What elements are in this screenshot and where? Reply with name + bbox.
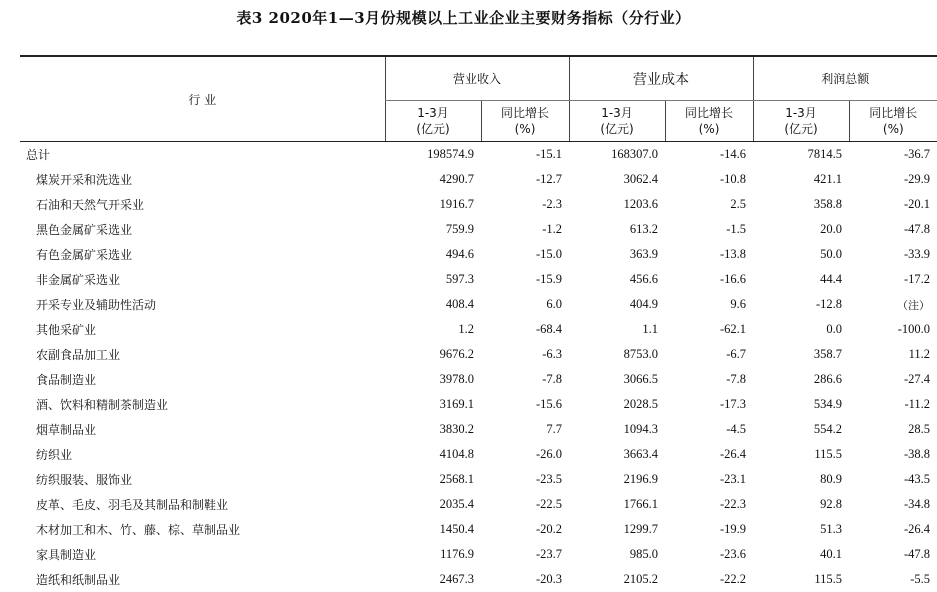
industry-name: 家具制造业: [36, 548, 97, 562]
table-row: [20, 267, 937, 292]
profit-value: 358.7: [813, 347, 843, 361]
cost-growth: -17.3: [719, 397, 747, 411]
cost-growth: -22.2: [719, 572, 747, 586]
revenue-value: 3169.1: [439, 397, 474, 411]
profit-value: 534.9: [813, 397, 843, 411]
profit-value: 40.1: [820, 547, 843, 561]
revenue-growth: -15.0: [535, 247, 563, 261]
cost-growth: -7.8: [726, 372, 747, 386]
cost-growth: -22.3: [719, 497, 747, 511]
table-row: [20, 192, 937, 217]
table-row: [20, 392, 937, 417]
profit-value: 554.2: [813, 422, 843, 436]
revenue-growth: -2.3: [542, 197, 563, 211]
table-row: [20, 342, 937, 367]
revenue-value: 9676.2: [439, 347, 474, 361]
profit-growth: -26.4: [903, 522, 931, 536]
table-row: [20, 367, 937, 392]
industry-name: 煤炭开采和洗选业: [36, 173, 133, 187]
cost-value: 2196.9: [623, 472, 659, 486]
cost-value: 456.6: [629, 272, 659, 286]
cost-growth: -13.8: [719, 247, 747, 261]
profit-growth: -34.8: [903, 497, 931, 511]
financial-indicators-table: [20, 55, 937, 592]
profit-growth: 28.5: [908, 422, 931, 436]
header-cost-period: 1-3月 (亿元): [569, 101, 665, 142]
cost-growth: -23.1: [719, 472, 747, 486]
table-title: 表3 2020年1—3月份规模以上工业企业主要财务指标（分行业）: [236, 9, 691, 27]
cost-value: 363.9: [629, 247, 659, 261]
header-revenue-period: 1-3月 (亿元): [385, 101, 481, 142]
profit-growth: -47.8: [903, 222, 931, 236]
profit-growth: 11.2: [908, 347, 931, 361]
cost-value: 3066.5: [623, 372, 659, 386]
industry-name: 酒、饮料和精制茶制造业: [36, 398, 169, 412]
industry-name: 食品制造业: [36, 373, 97, 387]
table-row: [20, 517, 937, 542]
cost-growth: -26.4: [719, 447, 747, 461]
table-row: [20, 242, 937, 267]
header-revenue-growth: 同比增长 (%): [481, 101, 569, 142]
revenue-value: 2035.4: [439, 497, 474, 511]
revenue-value: 759.9: [445, 222, 474, 236]
profit-value: 44.4: [820, 272, 843, 286]
profit-value: -12.8: [815, 297, 843, 311]
header-cost-growth: 同比增长 (%): [665, 101, 753, 142]
revenue-value: 3830.2: [439, 422, 474, 436]
industry-name: 其他采矿业: [36, 323, 97, 337]
industry-name: 石油和天然气开采业: [36, 198, 145, 212]
cost-growth: 2.5: [730, 197, 747, 211]
table-row: [20, 467, 937, 492]
profit-growth: -5.5: [910, 572, 931, 586]
industry-name: 有色金属矿采选业: [36, 248, 133, 262]
table-row: [20, 167, 937, 192]
cost-growth: -4.5: [726, 422, 747, 436]
revenue-growth: -23.5: [535, 472, 563, 486]
table-row: [20, 492, 937, 517]
revenue-value: 1.2: [458, 322, 474, 336]
revenue-growth: -6.3: [542, 347, 563, 361]
revenue-growth: -20.2: [535, 522, 563, 536]
table-row: [20, 567, 937, 592]
profit-growth: -29.9: [903, 172, 931, 186]
profit-value: 115.5: [814, 572, 843, 586]
header-profit-growth: 同比增长 (%): [849, 101, 937, 142]
profit-value: 50.0: [820, 247, 843, 261]
industry-name: 造纸和纸制品业: [36, 573, 121, 587]
profit-value: 20.0: [820, 222, 843, 236]
table-body: [20, 142, 937, 592]
table-row: [20, 442, 937, 467]
revenue-growth: -20.3: [535, 572, 563, 586]
industry-name: 总计: [26, 148, 51, 162]
revenue-growth: -12.7: [535, 172, 563, 186]
industry-name: 木材加工和木、竹、藤、棕、草制品业: [36, 523, 241, 537]
cost-value: 8753.0: [623, 347, 659, 361]
cost-growth: -23.6: [719, 547, 747, 561]
revenue-value: 1176.9: [440, 547, 474, 561]
profit-value: 358.8: [813, 197, 843, 211]
header-profit-period: 1-3月 (亿元): [753, 101, 849, 142]
table-row: [20, 542, 937, 567]
profit-value: 115.5: [814, 447, 843, 461]
table-row: [20, 417, 937, 442]
revenue-growth: -68.4: [535, 322, 563, 336]
revenue-value: 4104.8: [439, 447, 474, 461]
profit-growth: -27.4: [903, 372, 931, 386]
header-revenue: 营业收入: [385, 56, 569, 101]
revenue-growth: -23.7: [535, 547, 563, 561]
cost-value: 1203.6: [623, 197, 659, 211]
revenue-growth: 6.0: [546, 297, 563, 311]
revenue-value: 597.3: [445, 272, 474, 286]
revenue-growth: -7.8: [542, 372, 563, 386]
cost-value: 2028.5: [623, 397, 659, 411]
industry-name: 黑色金属矿采选业: [36, 223, 133, 237]
header-industry: 行 业: [20, 56, 385, 142]
revenue-growth: -15.9: [535, 272, 563, 286]
revenue-growth: -15.1: [535, 147, 563, 161]
revenue-growth: -22.5: [535, 497, 563, 511]
cost-value: 1094.3: [623, 422, 659, 436]
revenue-value: 1916.7: [439, 197, 474, 211]
revenue-value: 1450.4: [439, 522, 474, 536]
cost-growth: -62.1: [719, 322, 747, 336]
industry-name: 非金属矿采选业: [36, 273, 121, 287]
industry-name: 农副食品加工业: [36, 348, 121, 362]
profit-value: 92.8: [820, 497, 843, 511]
revenue-growth: -26.0: [535, 447, 563, 461]
cost-value: 1299.7: [623, 522, 659, 536]
cost-value: 985.0: [629, 547, 659, 561]
cost-value: 1.1: [642, 322, 659, 336]
cost-growth: -16.6: [719, 272, 747, 286]
profit-growth: -47.8: [903, 547, 931, 561]
cost-value: 2105.2: [623, 572, 659, 586]
profit-growth: -36.7: [903, 147, 931, 161]
table-header: [20, 56, 937, 142]
revenue-growth: -15.6: [535, 397, 563, 411]
cost-growth: -1.5: [726, 222, 747, 236]
table-row: [20, 292, 937, 317]
cost-growth: -6.7: [726, 347, 747, 361]
profit-growth: -11.2: [904, 397, 931, 411]
cost-growth: -10.8: [719, 172, 747, 186]
industry-name: 纺织服装、服饰业: [36, 473, 133, 487]
industry-name: 开采专业及辅助性活动: [36, 298, 157, 312]
table-row: [20, 142, 937, 168]
revenue-value: 2467.3: [439, 572, 474, 586]
header-cost: 营业成本: [569, 56, 753, 101]
revenue-value: 2568.1: [439, 472, 474, 486]
revenue-growth: 7.7: [546, 422, 563, 436]
cost-value: 1766.1: [623, 497, 659, 511]
profit-growth: -43.5: [903, 472, 931, 486]
profit-value: 51.3: [820, 522, 843, 536]
industry-name: 纺织业: [36, 448, 73, 462]
revenue-value: 198574.9: [427, 147, 474, 161]
revenue-value: 408.4: [445, 297, 474, 311]
cost-value: 3062.4: [623, 172, 659, 186]
cost-growth: 9.6: [730, 297, 747, 311]
profit-value: 0.0: [826, 322, 843, 336]
revenue-value: 3978.0: [439, 372, 474, 386]
profit-growth: -38.8: [903, 447, 931, 461]
cost-value: 3663.4: [623, 447, 659, 461]
profit-growth: （注）: [897, 298, 931, 312]
header-profit: 利润总额: [753, 56, 937, 101]
industry-name: 皮革、毛皮、羽毛及其制品和制鞋业: [36, 498, 229, 512]
revenue-value: 494.6: [445, 247, 474, 261]
table-row: [20, 317, 937, 342]
profit-value: 80.9: [820, 472, 843, 486]
cost-growth: -14.6: [719, 147, 747, 161]
profit-value: 421.1: [813, 172, 843, 186]
cost-value: 168307.0: [611, 147, 659, 161]
cost-value: 404.9: [629, 297, 659, 311]
industry-name: 烟草制品业: [36, 423, 97, 437]
cost-growth: -19.9: [719, 522, 747, 536]
profit-growth: -17.2: [903, 272, 931, 286]
table-row: [20, 217, 937, 242]
revenue-growth: -1.2: [542, 222, 563, 236]
profit-growth: -33.9: [903, 247, 931, 261]
revenue-value: 4290.7: [439, 172, 474, 186]
profit-growth: -100.0: [897, 322, 931, 336]
profit-value: 286.6: [813, 372, 843, 386]
profit-value: 7814.5: [807, 147, 843, 161]
profit-growth: -20.1: [903, 197, 931, 211]
cost-value: 613.2: [629, 222, 659, 236]
